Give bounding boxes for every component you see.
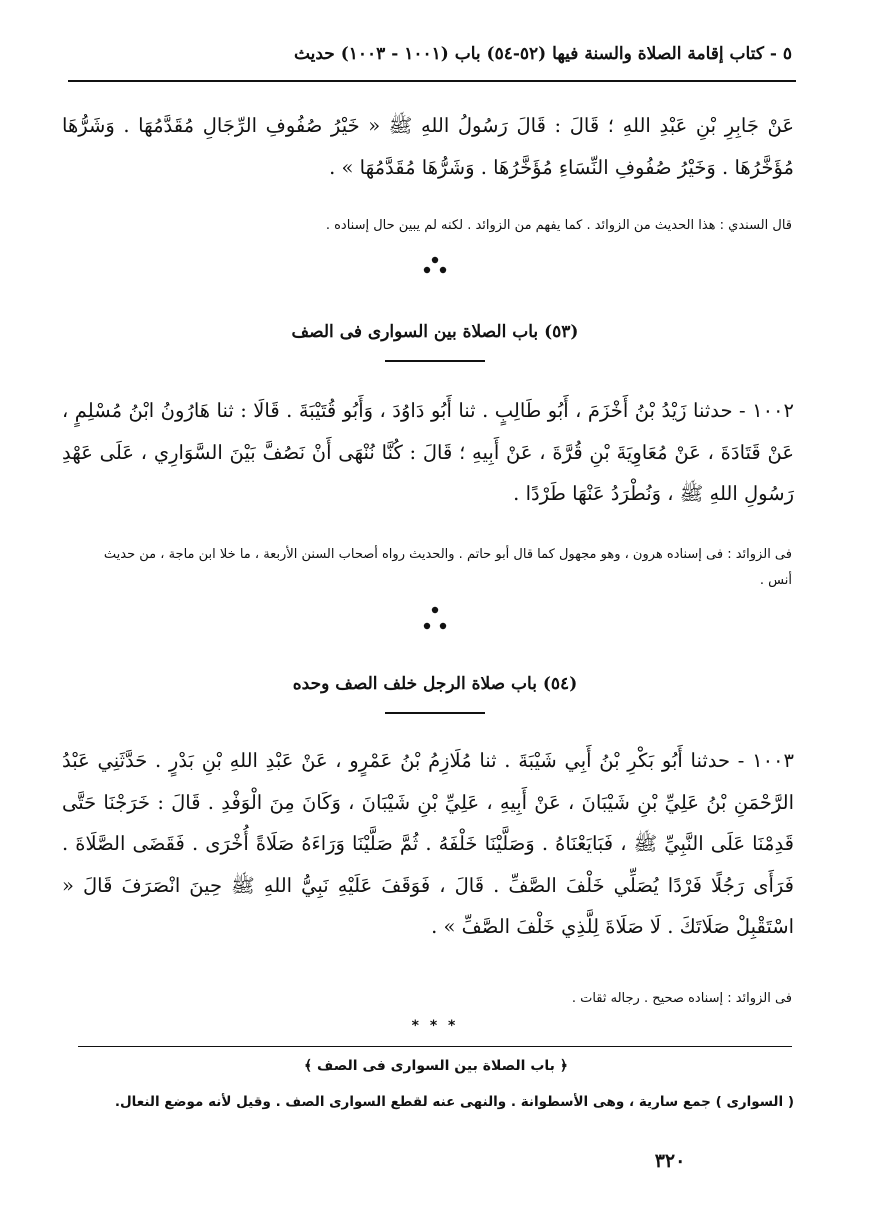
hadith-1003-text: ١٠٠٣ - حدثنا أَبُو بَكْرِ بْنُ أَبِي شَيْبَةَ . ثنا مُلَازِمُ بْنُ عَمْرٍو ، عَنْ عَبْدِ اللهِ بْنِ بَدْرٍ . حَدَّثَنِي عَبْدُ الرَّحْمَنِ بْنُ عَلِيِّ بْنِ شَيْبَانَ ، عَنْ أَبِيهِ ، عَلِيِّ بْنِ شَيْبَانَ ، وَكَانَ مِنَ الْوَفْدِ . قَالَ : خَرَجْنَا حَتَّى قَدِمْنَا عَلَى النَّبِيِّ ﷺ ، فَبَايَعْنَاهُ . وَصَلَّيْنَا خَلْفَهُ . ثُمَّ صَلَّيْنَا وَرَاءَهُ صَلَاةً أُخْرَى . فَقَضَى الصَّلَاةَ . فَرَأَى رَجُلًا فَرْدًا يُصَلِّي خَلْفَ الصَّفِّ . قَالَ ، فَوَقَفَ عَلَيْهِ نَبِيُّ اللهِ ﷺ حِينَ انْصَرَفَ قَالَ « اسْتَقْبِلْ صَلَاتَكَ . لَا صَلَاةَ لِلَّذِي خَلْفَ الصَّفِّ » . <box>62 749 794 938</box>
hadith-1003-note: فى الزوائد : إسناده صحيح . رجاله ثقات . <box>571 991 792 1006</box>
running-header: ٥ - كتاب إقامة الصلاة والسنة فيها (٥٢-٥٤) باب (١٠٠١ - ١٠٠٣) حديث <box>293 44 792 64</box>
star-separator-2 <box>380 604 490 634</box>
footnote-text: ( السوارى ) جمع سارية ، وهى الأسطوانة . والنهى عنه لقطع السوارى الصف . وقيل لأنه موضع النعال. <box>114 1094 794 1110</box>
star-separator-1 <box>380 254 490 284</box>
triple-star-separator: * * * <box>411 1018 459 1034</box>
page-number: ٣٢٠ <box>654 1150 686 1172</box>
chapter-53-title: (٥٣) باب الصلاة بين السوارى فى الصف <box>291 322 579 342</box>
hadith-1001-note: قال السندي : هذا الحديث من الزوائد . كما يفهم من الزوائد . لكنه لم يبين حال إسناده . <box>325 218 792 233</box>
hadith-1002-note: فى الزوائد : فى إسناده هرون ، وهو مجهول كما قال أبو حاتم . والحديث رواه أصحاب السنن الأربعة ، ما خلا ابن ماجة ، من حديث أنس . <box>103 547 792 588</box>
header-rule <box>68 80 796 82</box>
footnote-title: ﴿ باب الصلاة بين السوارى فى الصف ﴾ <box>303 1058 569 1074</box>
footnote-rule <box>78 1046 792 1047</box>
chapter-53-rule <box>385 360 485 362</box>
chapter-54-title: (٥٤) باب صلاة الرجل خلف الصف وحده <box>292 674 578 694</box>
hadith-1002-text: ١٠٠٢ - حدثنا زَيْدُ بْنُ أَخْزَمَ ، أَبُو طَالِبٍ . ثنا أَبُو دَاوُدَ ، وَأَبُو قُتَيْبَةَ . قَالَا : ثنا هَارُونُ ابْنُ مُسْلِمٍ ، عَنْ قَتَادَةَ ، عَنْ مُعَاوِيَةَ بْنِ قُرَّةَ ، عَنْ أَبِيهِ ؛ قَالَ : كُنَّا نُنْهَى أَنْ نَصُفَّ بَيْنَ السَّوَارِي ، عَلَى عَهْدِ رَسُولِ اللهِ ﷺ ، وَنُطْرَدُ عَنْهَا طَرْدًا . <box>62 399 794 505</box>
hadith-1001-text: عَنْ جَابِرِ بْنِ عَبْدِ اللهِ ؛ قَالَ : قَالَ رَسُولُ اللهِ ﷺ « خَيْرُ صُفُوفِ الرِّجَالِ مُقَدَّمُهَا . وَشَرُّهَا مُؤَخَّرُهَا . وَخَيْرُ صُفُوفِ النِّسَاءِ مُؤَخَّرُهَا . وَشَرُّهَا مُقَدَّمُهَا » . <box>62 114 794 179</box>
chapter-54-rule <box>385 712 485 714</box>
